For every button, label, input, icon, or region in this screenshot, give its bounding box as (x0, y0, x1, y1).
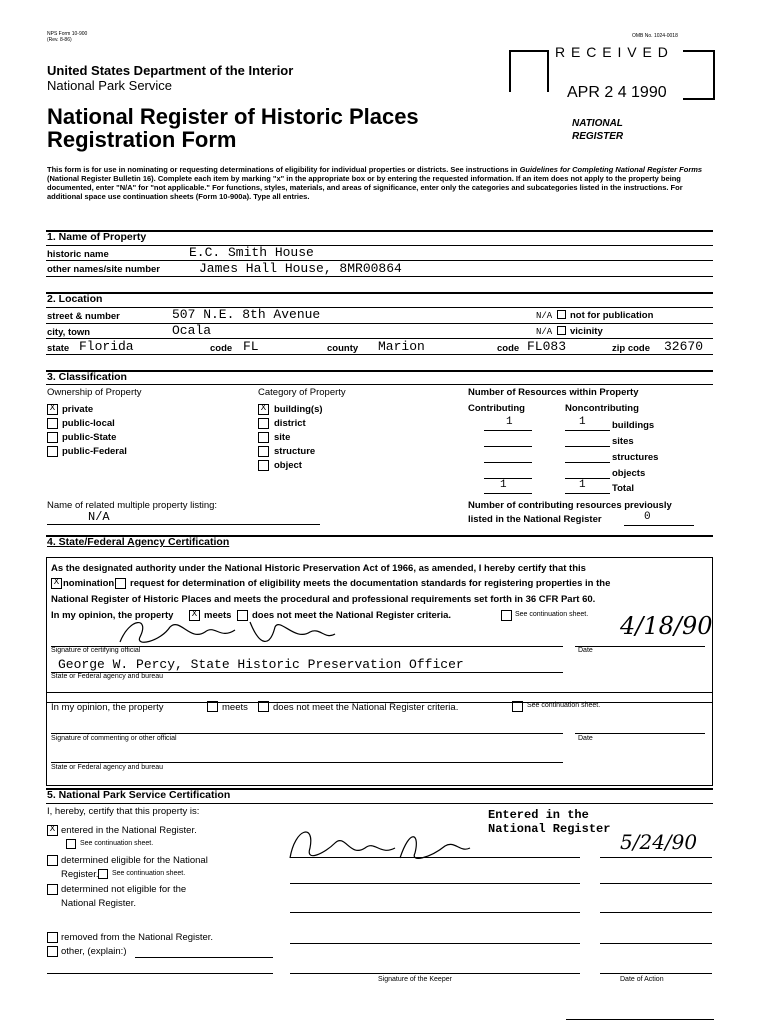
objects-label: objects (612, 468, 646, 479)
cert-paragraph-2: request for determination of eligibility meets the documentation standards for registering properties in the (130, 578, 611, 589)
state-label: state (47, 343, 70, 354)
county-code-value: FL083 (527, 339, 567, 354)
ownership-title: Ownership of Property (47, 387, 142, 398)
date2-label: Date (578, 735, 593, 742)
eligible-label-1: determined eligible for the National (61, 855, 208, 866)
form-number: NPS Form 10-900 (47, 31, 88, 37)
form-title-2: Registration Form (47, 127, 237, 152)
ownership-public-local-label: public-local (62, 418, 115, 429)
does-not-meet2-label: does not meet the National Register criteria. (273, 702, 459, 713)
ownership-private-checkbox[interactable]: X (47, 404, 58, 415)
category-building-checkbox[interactable]: X (258, 404, 269, 415)
continuation-checkbox-1[interactable] (501, 610, 512, 621)
meets2-checkbox[interactable] (207, 701, 218, 712)
ownership-public-state-checkbox[interactable] (47, 432, 58, 443)
entered-stamp-2: National Register (488, 822, 611, 836)
not-eligible-checkbox[interactable] (47, 884, 58, 895)
previously-listed-value: 0 (644, 511, 651, 523)
see-cont-2-label: See continuation sheet. (112, 870, 186, 877)
instructions-part-a: This form is for use in nominating or requesting determinations of eligibility for individual properties or districts. See instructions in (47, 165, 520, 174)
does-not-meet-label: does not meet the National Register criteria. (252, 610, 452, 621)
continuation-label-1: See continuation sheet. (515, 611, 589, 618)
category-site-label: site (274, 432, 291, 443)
structures-label: structures (612, 452, 659, 463)
see-cont-1-label: See continuation sheet. (80, 840, 154, 847)
vicinity-value: N/A (536, 327, 553, 337)
instructions (47, 165, 712, 201)
ownership-public-state-label: public-State (62, 432, 117, 443)
category-structure-label: structure (274, 446, 316, 457)
ownership-private-label: private (62, 404, 94, 415)
removed-label: removed from the National Register. (61, 932, 214, 943)
vicinity-label: vicinity (570, 326, 603, 337)
state-value: Florida (79, 339, 134, 354)
previously-listed-2: listed in the National Register (468, 514, 602, 525)
omb-number: OMB No. 1024-0018 (632, 33, 678, 39)
not-eligible-label-1: determined not eligible for the (61, 884, 187, 895)
category-building-label: building(s) (274, 404, 323, 415)
sites-label: sites (612, 436, 634, 447)
stamp-date: APR 2 4 1990 (567, 84, 667, 101)
section-3-heading: 3. Classification (47, 371, 127, 383)
historic-name-value: E.C. Smith House (189, 245, 314, 260)
entered-checkbox[interactable]: X (47, 825, 58, 836)
instructions-part-b: Guidelines for Completing National Register Forms (519, 165, 703, 174)
city-label: city, town (47, 327, 91, 338)
stamp-letters: R E C E I V E D (555, 44, 669, 60)
category-district-checkbox[interactable] (258, 418, 269, 429)
other-checkbox[interactable] (47, 946, 58, 957)
stamp-register: REGISTER (572, 131, 624, 142)
agency-label: State or Federal agency and bureau (51, 673, 164, 680)
see-cont-2-checkbox[interactable] (98, 869, 108, 879)
meets2-label: meets (222, 702, 248, 713)
request-checkbox[interactable] (115, 578, 126, 589)
signature-label: Signature of certifying official (51, 647, 141, 654)
removed-checkbox[interactable] (47, 932, 58, 943)
category-object-checkbox[interactable] (258, 460, 269, 471)
meets-label: meets (204, 610, 232, 621)
county-value: Marion (378, 339, 425, 354)
not-eligible-label-2: National Register. (61, 898, 136, 909)
multiple-listing-label: Name of related multiple property listing: (47, 500, 218, 511)
other-names-value: James Hall House, 8MR00864 (199, 261, 402, 276)
service-name: National Park Service (47, 78, 172, 93)
category-district-label: district (274, 418, 306, 429)
date-label: Date (578, 647, 593, 654)
ownership-public-federal-checkbox[interactable] (47, 446, 58, 457)
eligible-label-2: Register. (61, 869, 99, 880)
section-1-heading: 1. Name of Property (47, 231, 147, 243)
street-label: street & number (47, 311, 120, 322)
section-4-heading (47, 536, 229, 548)
form-revision: (Rev. 8-86) (47, 37, 72, 43)
section-4-heading-text: 4. State/Federal Agency Certification (47, 536, 230, 548)
county-label: county (327, 343, 359, 354)
keeper-signature (280, 818, 480, 868)
entered-stamp-1: Entered in the (488, 808, 589, 822)
resources-title: Number of Resources within Property (468, 387, 639, 398)
multiple-listing-value: N/A (88, 510, 110, 524)
does-not-meet2-checkbox[interactable] (258, 701, 269, 712)
section-5-heading: 5. National Park Service Certification (47, 789, 231, 801)
category-site-checkbox[interactable] (258, 432, 269, 443)
opinion2-label: In my opinion, the property (51, 702, 164, 713)
other-label: other, (explain:) (61, 946, 127, 957)
nfp-value: N/A (536, 311, 553, 321)
certification-date: 4/18/90 (620, 612, 713, 640)
historic-name-label: historic name (47, 249, 109, 260)
see-cont-1-checkbox[interactable] (66, 839, 76, 849)
received-stamp (509, 42, 715, 104)
stamp-national: NATIONAL (572, 118, 623, 129)
noncontributing-header: Noncontributing (565, 403, 639, 414)
nfp-label: not for publication (570, 310, 654, 321)
commenting-label: Signature of commenting or other official (51, 735, 177, 742)
section-2-heading: 2. Location (47, 293, 103, 305)
department-name: United States Department of the Interior (47, 63, 294, 78)
ownership-public-local-checkbox[interactable] (47, 418, 58, 429)
agency2-label: State or Federal agency and bureau (51, 764, 164, 771)
action-date: 5/24/90 (620, 830, 698, 854)
zip-value: 32670 (664, 339, 704, 354)
instructions-part-c: (National Register Bulletin 16). Complete each item by marking "x" in the appropriate box or by entering the requested information. If an item does not apply to the property being documented, enter "N/A" for "not applicable." For functions, styles, materials, and areas of significance, enter only the categories and subcategories listed in the instructions. For additional space use continuation sheets (Form 10-900a). Type all entries. (47, 174, 683, 201)
buildings-label: buildings (612, 420, 655, 431)
state-code-value: FL (243, 339, 259, 354)
cert-paragraph-1: As the designated authority under the National Historic Preservation Act of 1966, as amended, I hereby certify that this (51, 563, 586, 574)
cert-paragraph-3: National Register of Historic Places and meets the procedural and professional requirements set forth in 36 CFR Part 60. (51, 594, 596, 605)
agency-value: George W. Percy, State Historic Preservation Officer (58, 657, 464, 672)
total-label: Total (612, 483, 634, 494)
form-title-1: National Register of Historic Places (47, 104, 419, 129)
opinion-label: In my opinion, the property (51, 610, 174, 621)
category-object-label: object (274, 460, 302, 471)
nps-intro: I, hereby, certify that this property is: (47, 806, 200, 817)
nomination-checkbox[interactable]: X (51, 578, 62, 589)
street-value: 507 N.E. 8th Avenue (172, 307, 321, 322)
nfp-checkbox[interactable] (557, 310, 566, 319)
state-code-label: code (210, 343, 233, 354)
noncontributing-buildings: 1 (579, 416, 586, 428)
entered-label: entered in the National Register. (61, 825, 197, 836)
vicinity-checkbox[interactable] (557, 326, 566, 335)
continuation-label-2: See continuation sheet. (527, 702, 601, 709)
action-date-label: Date of Action (620, 976, 664, 983)
category-title: Category of Property (258, 387, 346, 398)
county-code-label: code (497, 343, 520, 354)
eligible-checkbox[interactable] (47, 855, 58, 866)
ownership-public-federal-label: public-Federal (62, 446, 127, 457)
nomination-label: nomination (63, 578, 115, 589)
meets-checkbox[interactable]: X (189, 610, 200, 621)
city-value: Ocala (172, 323, 212, 338)
other-names-label: other names/site number (47, 264, 160, 275)
noncontributing-total: 1 (579, 479, 586, 491)
keeper-label: Signature of the Keeper (378, 976, 452, 983)
category-structure-checkbox[interactable] (258, 446, 269, 457)
contributing-buildings: 1 (506, 416, 513, 428)
contributing-total: 1 (500, 479, 507, 491)
zip-label: zip code (612, 343, 651, 354)
previously-listed-1: Number of contributing resources previously (468, 500, 672, 511)
continuation-checkbox-2[interactable] (512, 701, 523, 712)
contributing-header: Contributing (468, 403, 525, 414)
